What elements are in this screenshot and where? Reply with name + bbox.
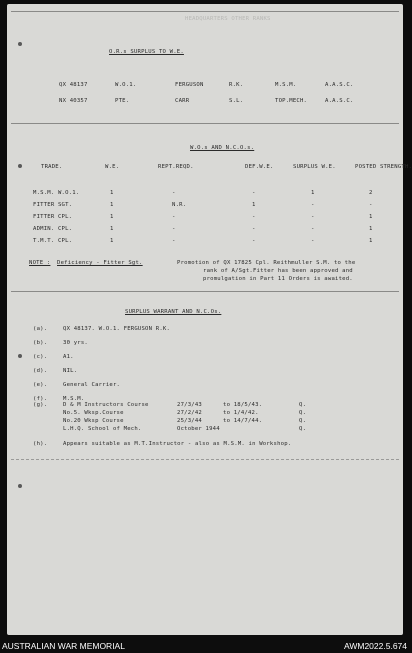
table-cell: 1 — [110, 202, 114, 208]
table-cell: - — [172, 190, 176, 196]
table-cell: - — [252, 190, 256, 196]
column-header: TRADE. — [41, 164, 63, 170]
table-cell: 2 — [369, 190, 373, 196]
course-cell: Q. — [299, 402, 307, 408]
item-label: (b). — [33, 340, 48, 346]
table-cell: N.R. — [172, 202, 187, 208]
trade-cell: M.S.M. W.O.1. — [33, 190, 80, 196]
item-label: (f). — [33, 396, 48, 402]
item-text: M.S.M. — [63, 396, 85, 402]
item-label: (e). — [33, 382, 48, 388]
column-header: POSTED STRENGTH. — [355, 164, 412, 170]
course-cell: 25/3/44 — [177, 418, 202, 424]
note-line: promulgation in Part 11 Orders is awaited. — [203, 276, 353, 282]
column-header: W.E. — [105, 164, 120, 170]
item-text: A1. — [63, 354, 74, 360]
punch-hole — [18, 164, 22, 168]
punch-hole — [18, 484, 22, 488]
table-cell: - — [252, 226, 256, 232]
table-cell: 1 — [369, 214, 373, 220]
item-text: 30 yrs. — [63, 340, 88, 346]
item-label: (a). — [33, 326, 48, 332]
note-label: NOTE : — [29, 260, 51, 266]
note-line: rank of A/Sgt.Fitter has been approved and — [203, 268, 353, 274]
table-cell: PTE. — [115, 98, 130, 104]
course-cell: October 1944 — [177, 426, 220, 432]
table-cell: QX 48137 — [59, 82, 88, 88]
course-cell: to 14/7/44. — [223, 418, 263, 424]
table-cell: - — [252, 214, 256, 220]
table-cell: - — [311, 238, 315, 244]
note-line: Promotion of QX 17825 Cpl. Reithmuller S.M. to the — [177, 260, 356, 266]
note-title: Deficiency - Fitter Sgt. — [57, 260, 143, 266]
table-cell: S.L. — [229, 98, 244, 104]
course-cell: L.H.Q. School of Mech. — [63, 426, 142, 432]
table-cell: TOP.MECH. — [275, 98, 308, 104]
table-cell: 1 — [110, 226, 114, 232]
document-page — [7, 4, 412, 635]
section2-title: W.O.s AND N.C.O.s. — [190, 145, 255, 151]
table-cell: - — [311, 202, 315, 208]
courses-label: (g). — [33, 402, 48, 408]
faint-header: HEADQUARTERS OTHER RANKS — [185, 16, 271, 22]
item-label: (d). — [33, 368, 48, 374]
punch-hole — [18, 354, 22, 358]
table-cell: - — [369, 202, 373, 208]
table-cell: - — [252, 238, 256, 244]
table-cell: M.S.M. — [275, 82, 297, 88]
trade-cell: FITTER SGT. — [33, 202, 73, 208]
course-cell: Q. — [299, 426, 307, 432]
course-cell: Q. — [299, 410, 307, 416]
table-cell: W.O.1. — [115, 82, 137, 88]
course-cell: 27/2/42 — [177, 410, 202, 416]
course-cell: No.5. Wksp.Course — [63, 410, 124, 416]
trade-cell: T.M.T. CPL. — [33, 238, 73, 244]
table-cell: CARR — [175, 98, 190, 104]
table-cell: 1 — [369, 226, 373, 232]
top-rule — [11, 11, 399, 12]
table-cell: A.A.S.C. — [325, 82, 354, 88]
footer-accession: AWM2022.5.674 — [344, 641, 407, 651]
table-cell: - — [311, 214, 315, 220]
column-header: SURPLUS W.E. — [293, 164, 336, 170]
table-cell: R.K. — [229, 82, 244, 88]
table-cell: 1 — [110, 238, 114, 244]
course-cell: D & M Instructors Course — [63, 402, 149, 408]
column-header: DEF.W.E. — [245, 164, 274, 170]
column-header: REPT.REQD. — [158, 164, 194, 170]
section1-title: O.R.s SURPLUS TO W.E. — [109, 49, 184, 55]
table-cell: - — [172, 226, 176, 232]
punch-hole — [18, 42, 22, 46]
table-cell: NX 40357 — [59, 98, 88, 104]
section-divider — [11, 123, 399, 124]
item-text: NIL. — [63, 368, 78, 374]
section-divider — [11, 291, 399, 292]
table-cell: - — [172, 214, 176, 220]
item-text: QX 48137. W.O.1. FERGUSON R.K. — [63, 326, 171, 332]
table-cell: 1 — [252, 202, 256, 208]
course-cell: to 18/5/43. — [223, 402, 263, 408]
table-cell: 1 — [110, 214, 114, 220]
trade-cell: FITTER CPL. — [33, 214, 73, 220]
table-cell: - — [172, 238, 176, 244]
bottom-rule — [11, 459, 399, 460]
table-cell: 1 — [110, 190, 114, 196]
item-text: Appears suitable as M.T.Instructor - also as M.S.M. in Workshop. — [63, 441, 292, 447]
course-cell: Q. — [299, 418, 307, 424]
course-cell: to 1/4/42. — [223, 410, 259, 416]
trade-cell: ADMIN. CPL. — [33, 226, 73, 232]
footer-credit: AUSTRALIAN WAR MEMORIAL — [2, 641, 125, 651]
course-cell: No.20 Wksp Course — [63, 418, 124, 424]
table-cell: 1 — [369, 238, 373, 244]
table-cell: - — [311, 226, 315, 232]
table-cell: A.A.S.C. — [325, 98, 354, 104]
item-text: General Carrier. — [63, 382, 121, 388]
table-cell: 1 — [311, 190, 315, 196]
item-label: (h). — [33, 441, 48, 447]
item-label: (c). — [33, 354, 48, 360]
course-cell: 27/3/43 — [177, 402, 202, 408]
table-cell: FERGUSON — [175, 82, 204, 88]
section3-title: SURPLUS WARRANT AND N.C.Os. — [125, 309, 222, 315]
